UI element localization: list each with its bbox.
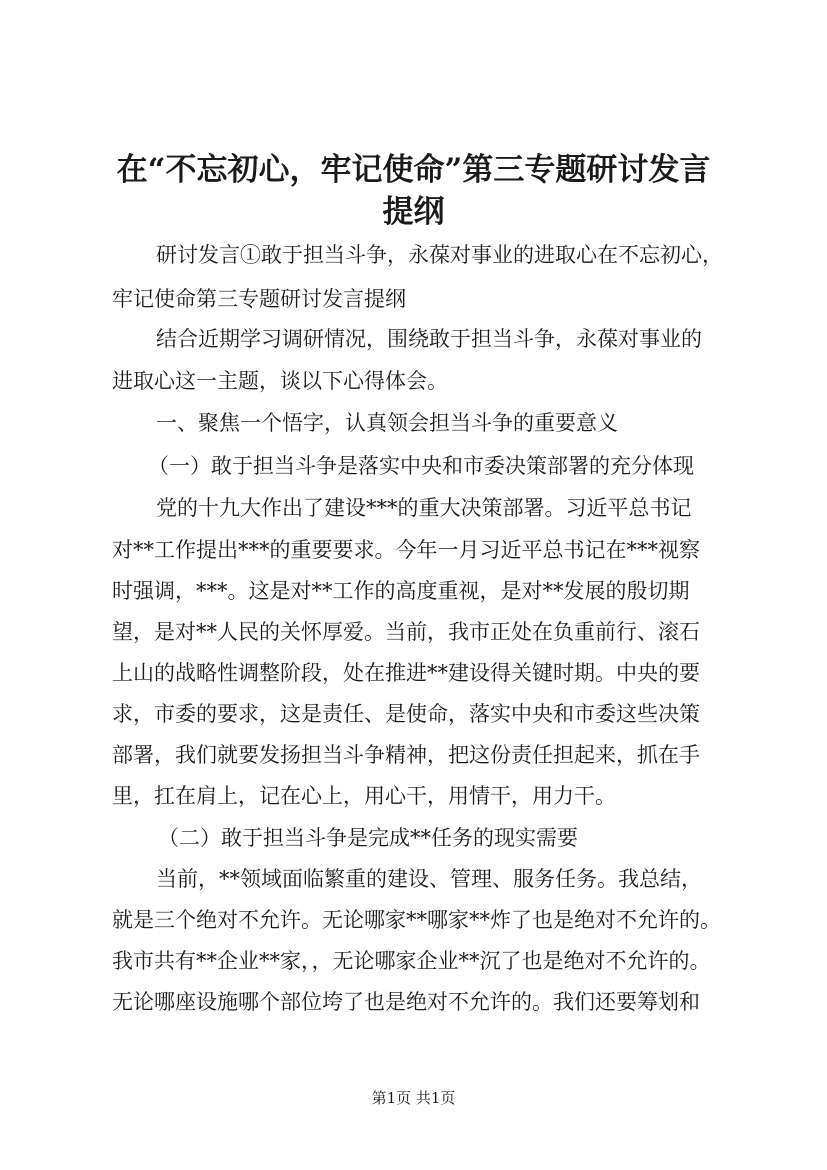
body-line: 时强调，***。这是对**工作的高度重视，是对**发展的殷切期 <box>112 579 690 603</box>
body-line: 进取心这一主题，谈以下心得体会。 <box>112 369 448 393</box>
body-line: 当前，**领域面临繁重的建设、管理、服务任务。我总结， <box>156 867 702 891</box>
body-line: 牢记使命第三专题研讨发言提纲 <box>112 287 406 311</box>
body-line: 对**工作提出***的重要要求。今年一月习近平总书记在***视察 <box>112 538 700 562</box>
body-line: 我市共有**企业**家，，无论哪家企业**沉了也是绝对不允许的。 <box>112 949 711 973</box>
body-line: 上山的战略性调整阶段，处在推进**建设得关键时期。中央的要 <box>112 661 700 685</box>
body-line: 党的十九大作出了建设***的重大决策部署。习近平总书记 <box>156 496 692 520</box>
document-title-line-2: 提纲 <box>382 194 445 230</box>
subsection-heading: （一）敢于担当斗争是落实中央和市委决策部署的充分体现 <box>148 454 694 478</box>
page-footer: 第1页 共1页 <box>371 1089 456 1107</box>
body-line: 研讨发言①敢于担当斗争，永葆对事业的进取心在不忘初心， <box>156 243 723 267</box>
section-heading: 一、聚焦一个悟字，认真领会担当斗争的重要意义 <box>156 411 618 435</box>
document-title-line-1: 在“不忘初心，牢记使命”第三专题研讨发言 <box>116 152 711 188</box>
body-line: 望，是对**人民的关怀厚爱。当前，我市正处在负重前行、滚石 <box>112 620 700 644</box>
body-line: 求，市委的要求，这是责任、是使命，落实中央和市委这些决策 <box>112 702 700 726</box>
body-line: 部署，我们就要发扬担当斗争精神，把这份责任担起来，抓在手 <box>112 743 700 767</box>
subsection-heading: （二）敢于担当斗争是完成**任务的现实需要 <box>158 826 578 850</box>
body-line: 里，扛在肩上，记在心上，用心干，用情干，用力干。 <box>112 784 616 808</box>
body-line: 结合近期学习调研情况，围绕敢于担当斗争，永葆对事业的 <box>156 327 702 351</box>
body-line: 无论哪座设施哪个部位垮了也是绝对不允许的。我们还要筹划和 <box>112 990 700 1014</box>
body-line: 就是三个绝对不允许。无论哪家**哪家**炸了也是绝对不允许的。 <box>112 908 721 932</box>
